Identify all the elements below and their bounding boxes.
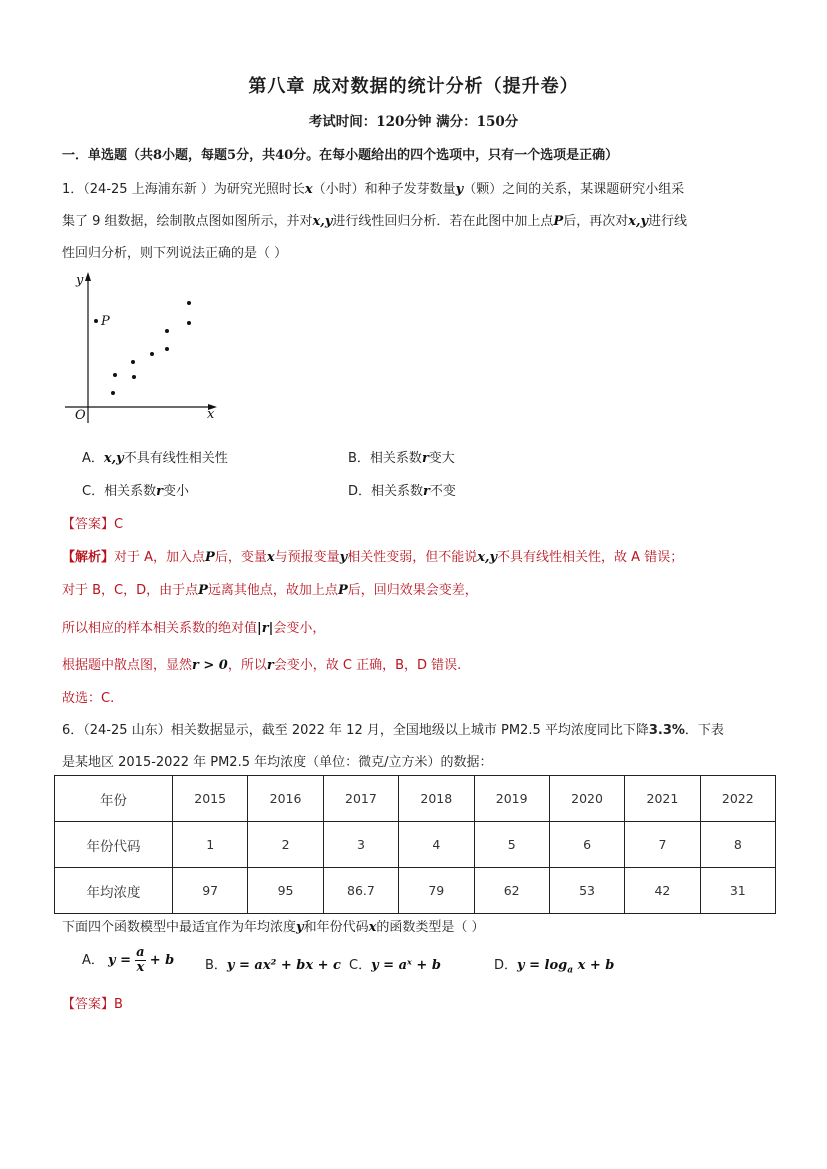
analysis-text: 相关性变弱，但不能说 xyxy=(347,550,478,565)
table-cell: 31 xyxy=(700,868,775,914)
option-math: y = ax² + bx + c xyxy=(226,958,341,973)
table-cell: 8 xyxy=(700,822,775,868)
var-xy: x,y xyxy=(628,214,649,229)
option-text: 不具有线性相关性 xyxy=(123,451,228,466)
q1-option-c[interactable] xyxy=(82,480,189,499)
table-cell: 5 xyxy=(474,822,549,868)
q1-option-d[interactable] xyxy=(348,480,456,499)
var-y: y xyxy=(455,182,464,197)
data-point xyxy=(131,360,135,364)
table-cell: 1 xyxy=(173,822,248,868)
analysis-line-2 xyxy=(62,579,478,598)
option-math: + b xyxy=(149,953,175,968)
table-cell: 2020 xyxy=(549,776,624,822)
option-math: y = aˣ + b xyxy=(371,958,441,973)
table-cell: 2019 xyxy=(474,776,549,822)
table-cell: 79 xyxy=(399,868,474,914)
fraction-denominator: x xyxy=(136,960,145,975)
analysis-text: 远离其他点，故加上点 xyxy=(207,583,338,598)
q6-stem-text: 相关数据显示，截至 2022 年 12 月，全国地级以上城市 PM2.5 平均浓度同比下降 xyxy=(170,723,649,738)
answer-value: B xyxy=(114,997,123,1012)
table-cell: 2015 xyxy=(173,776,248,822)
x-axis-label: x xyxy=(207,407,215,422)
var-y: y xyxy=(339,550,348,565)
option-letter: C． xyxy=(349,958,372,973)
q1-source: （24-25 上海浦东新 ） xyxy=(83,182,214,197)
analysis-line-4 xyxy=(62,654,461,673)
option-math: y = xyxy=(108,953,132,968)
option-letter: A． xyxy=(82,953,104,968)
option-letter: C． xyxy=(82,484,105,499)
option-text: 不变 xyxy=(429,484,456,499)
q1-stem-text: 进行线性回归分析．若在此图中加上点 xyxy=(332,214,554,229)
table-cell: 6 xyxy=(549,822,624,868)
answer-label: 【答案】 xyxy=(62,997,115,1012)
table-cell: 62 xyxy=(474,868,549,914)
q6-stem-line2: 是某地区 2015-2022 年 PM2.5 年均浓度（单位：微克/立方米）的数据： xyxy=(62,755,493,770)
option-text: 相关系数 xyxy=(104,484,157,499)
analysis-text: 不具有线性相关性，故 A 错误； xyxy=(497,550,684,565)
table-row-header: 年份 xyxy=(55,776,173,822)
q6-option-c[interactable] xyxy=(349,954,441,973)
table-cell: 2022 xyxy=(700,776,775,822)
point-p: P xyxy=(205,550,215,565)
option-text: 相关系数 xyxy=(371,484,424,499)
q1-stem-line3: 性回归分析，则下列说法正确的是（ ） xyxy=(62,246,288,261)
q1-stem-text: 后，再次对 xyxy=(563,214,629,229)
table-cell: 2016 xyxy=(248,776,323,822)
option-letter: D． xyxy=(348,484,372,499)
q1-stem-line1 xyxy=(62,178,684,197)
q6-question-text: 下面四个函数模型中最适宜作为年均浓度 xyxy=(62,920,297,935)
y-axis-label: y xyxy=(76,273,84,288)
table-cell: 4 xyxy=(399,822,474,868)
option-math: x + b xyxy=(573,958,615,973)
analysis-text: 会变小， xyxy=(273,621,326,636)
option-text: 变小 xyxy=(162,484,189,499)
table-row-header: 年份代码 xyxy=(55,822,173,868)
q6-question-text: 的函数类型是（ ） xyxy=(376,920,485,935)
abs-r: |r| xyxy=(257,621,274,636)
answer-value: C xyxy=(114,517,124,532)
analysis-text: 所以相应的样本相关系数的绝对值 xyxy=(62,621,258,636)
data-point xyxy=(187,301,191,305)
option-math: r xyxy=(423,484,430,499)
origin-label: O xyxy=(75,408,86,423)
var-xy: x,y xyxy=(477,550,498,565)
q6-option-b[interactable] xyxy=(205,954,341,973)
table-cell: 86.7 xyxy=(323,868,398,914)
page-title: 第八章 成对数据的统计分析（提升卷） xyxy=(248,76,579,97)
analysis-line-5: 故选：C. xyxy=(62,691,115,706)
point-p-dot xyxy=(94,319,98,323)
table-cell: 7 xyxy=(625,822,700,868)
point-p-label: P xyxy=(101,314,110,329)
data-point xyxy=(111,391,115,395)
fraction xyxy=(135,946,145,975)
data-point xyxy=(150,352,154,356)
data-point xyxy=(113,373,117,377)
q1-stem-line2 xyxy=(62,210,687,229)
q6-question xyxy=(62,916,485,935)
q1-stem-text: 集了 9 组数据，绘制散点图如图所示，并对 xyxy=(62,214,313,229)
table-row-header: 年均浓度 xyxy=(55,868,173,914)
var-y: y xyxy=(296,920,304,935)
q1-stem-text: 进行线 xyxy=(648,214,688,229)
option-math: r xyxy=(421,451,429,466)
scatter-plot-figure xyxy=(60,268,225,428)
table-row xyxy=(55,822,776,868)
table-cell: 3 xyxy=(323,822,398,868)
var-x: x xyxy=(304,182,313,197)
q6-percent: 3.3% xyxy=(648,723,685,738)
table-cell: 97 xyxy=(173,868,248,914)
table-cell: 53 xyxy=(549,868,624,914)
analysis-text: 与预报变量 xyxy=(274,550,340,565)
var-x: x xyxy=(368,920,377,935)
analysis-text: 对于 B，C，D，由于点 xyxy=(62,583,199,598)
option-math: r xyxy=(156,484,163,499)
option-text: 变大 xyxy=(428,451,455,466)
pm25-data-table xyxy=(54,775,776,914)
point-p: P xyxy=(553,214,564,229)
q6-stem-line1 xyxy=(62,719,724,738)
q1-answer xyxy=(62,513,123,532)
analysis-text: 后，回归效果会变差， xyxy=(347,583,478,598)
table-cell: 2018 xyxy=(399,776,474,822)
table-row xyxy=(55,868,776,914)
data-point xyxy=(165,347,169,351)
answer-label: 【答案】 xyxy=(62,517,115,532)
point-p: P xyxy=(198,583,208,598)
y-axis-arrow-icon xyxy=(85,272,91,281)
table-cell: 2021 xyxy=(625,776,700,822)
analysis-text: ，所以 xyxy=(227,658,267,673)
q6-number: 6． xyxy=(62,723,84,738)
table-row xyxy=(55,776,776,822)
q1-option-b[interactable] xyxy=(348,447,455,466)
q1-stem-text: （小时）和种子发芽数量 xyxy=(312,182,456,197)
table-cell: 2017 xyxy=(323,776,398,822)
analysis-line-3 xyxy=(62,617,325,636)
option-letter: D． xyxy=(494,958,518,973)
exam-info: 考试时间：120分钟 满分：150分 xyxy=(308,114,519,130)
option-math: y = log xyxy=(517,958,568,973)
option-text: 相关系数 xyxy=(369,451,422,466)
r-gt-zero: r > 0 xyxy=(192,658,228,673)
option-letter: B． xyxy=(348,451,370,466)
analysis-label: 【解析】 xyxy=(62,550,115,565)
analysis-text: 对于 A，加入点 xyxy=(114,550,206,565)
table-cell: 42 xyxy=(625,868,700,914)
q6-option-d[interactable] xyxy=(494,954,614,976)
data-point xyxy=(165,329,169,333)
q1-option-a[interactable] xyxy=(82,447,228,466)
q1-stem-text: （颗）之间的关系，某课题研究小组采 xyxy=(463,182,685,197)
option-letter: A． xyxy=(82,451,104,466)
fraction-numerator: a xyxy=(136,945,145,960)
option-math: x,y xyxy=(103,451,124,466)
q6-question-text: 和年份代码 xyxy=(303,920,369,935)
var-xy: x,y xyxy=(312,214,333,229)
var-r: r xyxy=(266,658,274,673)
option-letter: B． xyxy=(205,958,227,973)
q1-number: 1． xyxy=(62,182,84,197)
section-heading: 一．单选题（共8小题，每题5分，共40分。在每小题给出的四个选项中，只有一个选项是正确） xyxy=(62,148,619,163)
data-point xyxy=(187,321,191,325)
analysis-text: 后，变量 xyxy=(214,550,267,565)
q1-stem-text: 为研究光照时长 xyxy=(213,182,305,197)
table-cell: 95 xyxy=(248,868,323,914)
q6-stem-text: ．下表 xyxy=(684,723,724,738)
table-cell: 2 xyxy=(248,822,323,868)
analysis-line-1 xyxy=(62,546,683,565)
q6-option-a[interactable] xyxy=(82,946,174,975)
data-point xyxy=(132,375,136,379)
q6-source: （24-25 山东） xyxy=(83,723,171,738)
analysis-text: 会变小，故 C 正确，B，D 错误. xyxy=(273,658,462,673)
point-p: P xyxy=(337,583,348,598)
var-x: x xyxy=(266,550,275,565)
q6-answer xyxy=(62,993,123,1012)
log-base: a xyxy=(567,965,574,976)
analysis-text: 根据题中散点图，显然 xyxy=(62,658,193,673)
